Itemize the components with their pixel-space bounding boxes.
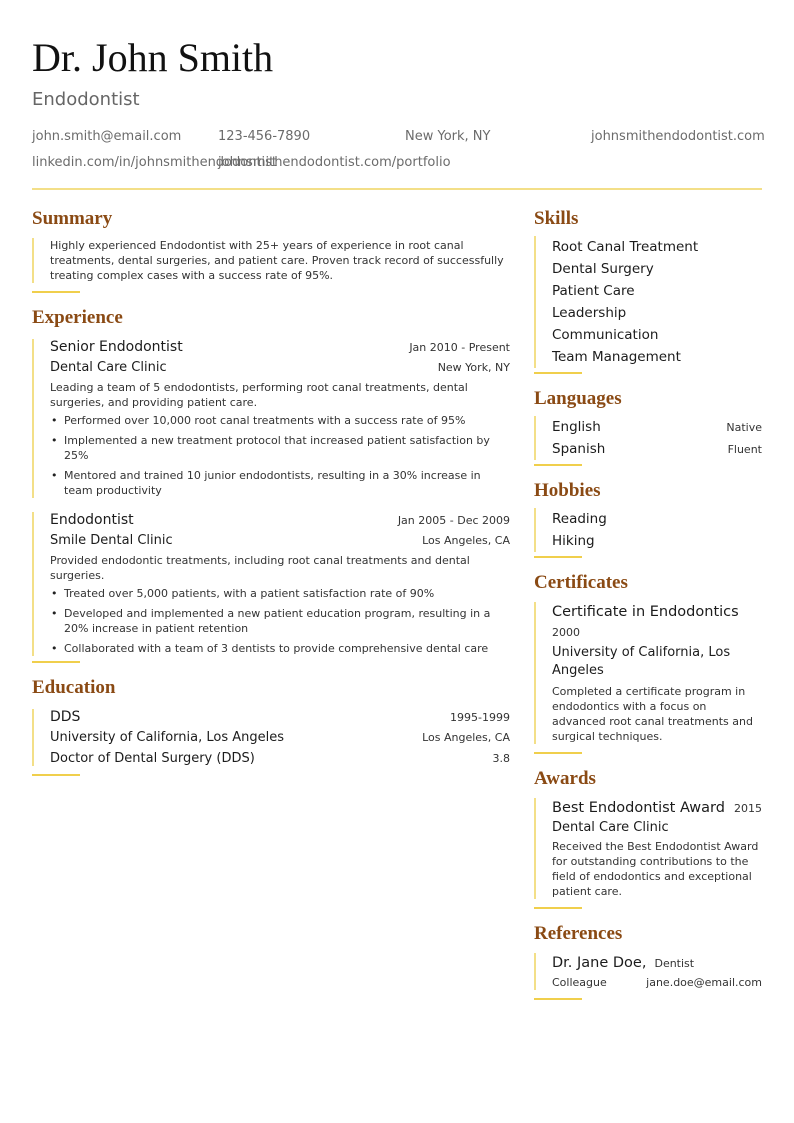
- contact-phone: 123-456-7890: [218, 129, 311, 144]
- achievement-item: • Developed and implemented a new patient education program, resulting in a 20% increase in patient retention: [50, 606, 510, 636]
- summary-section: [32, 206, 510, 293]
- skill-item: Communication: [552, 327, 659, 343]
- certificate-year: 2000: [552, 626, 580, 639]
- experience-heading: Experience: [32, 307, 123, 328]
- languages-section: [534, 386, 762, 466]
- job-entry: [32, 339, 510, 498]
- contact-location: New York, NY: [405, 129, 491, 144]
- achievement-item: • Performed over 10,000 root canal treatments with a success rate of 95%: [50, 413, 510, 428]
- reference-name: Dr. Jane Doe,: [552, 955, 647, 971]
- languages-list: [534, 416, 762, 460]
- language-name: English: [552, 419, 601, 435]
- school-name: University of California, Los Angeles: [50, 730, 285, 745]
- award-year: 2015: [734, 802, 762, 815]
- hobbies-section: [534, 478, 762, 558]
- section-divider: [32, 291, 80, 293]
- reference-email[interactable]: jane.doe@email.com: [646, 976, 762, 989]
- contact-portfolio[interactable]: johnsmithendodontist.com/portfolio: [218, 155, 451, 170]
- section-divider: [534, 464, 582, 466]
- section-divider: [32, 661, 80, 663]
- skills-heading: Skills: [534, 208, 579, 229]
- header-divider: [32, 188, 762, 190]
- education-dates: 1995-1999: [450, 711, 510, 724]
- certificate-block: [534, 602, 762, 744]
- languages-heading: Languages: [534, 388, 622, 409]
- section-divider: [534, 998, 582, 1000]
- job-location: Los Angeles, CA: [422, 534, 510, 547]
- certificate-title: Certificate in Endodontics: [552, 604, 739, 620]
- language-item: [552, 438, 762, 460]
- award-title: Best Endodontist Award: [552, 800, 725, 816]
- job-title: Senior Endodontist: [50, 339, 183, 355]
- references-heading: References: [534, 923, 623, 944]
- hobby-item: Reading: [552, 511, 607, 527]
- section-divider: [534, 907, 582, 909]
- section-divider: [534, 752, 582, 754]
- job-title: Endodontist: [50, 512, 134, 528]
- job-organization: Dental Care Clinic: [50, 360, 167, 375]
- gpa: 3.8: [492, 752, 510, 765]
- certificates-heading: Certificates: [534, 572, 628, 593]
- skills-list: [534, 236, 762, 368]
- language-level: Native: [726, 421, 762, 434]
- section-divider: [534, 556, 582, 558]
- section-divider: [32, 774, 80, 776]
- reference-block: [534, 953, 762, 990]
- awards-heading: Awards: [534, 768, 596, 789]
- education-block: [32, 709, 510, 766]
- contact-linkedin[interactable]: linkedin.com/in/johnsmithendodontist: [32, 155, 278, 170]
- skills-section: [534, 206, 762, 374]
- skill-item: Root Canal Treatment: [552, 239, 699, 255]
- skill-item: Dental Surgery: [552, 261, 654, 277]
- references-section: [534, 921, 762, 1000]
- award-block: [534, 798, 762, 899]
- language-name: Spanish: [552, 441, 606, 457]
- job-dates: Jan 2010 - Present: [409, 341, 510, 354]
- summary-text: Highly experienced Endodontist with 25+ years of experience in root canal treatments, dental surgeries, and patient care. Proven track record of successfully treating complex cases with a success rate of 95%.: [50, 239, 504, 282]
- job-location: New York, NY: [437, 361, 510, 374]
- language-level: Fluent: [727, 443, 762, 456]
- contact-website[interactable]: johnsmithendodontist.com: [591, 129, 765, 144]
- degree: DDS: [50, 709, 81, 725]
- summary-heading: Summary: [32, 208, 113, 229]
- skill-item: Leadership: [552, 305, 627, 321]
- achievement-item: • Treated over 5,000 patients, with a patient satisfaction rate of 90%: [50, 586, 510, 601]
- resume-name: Dr. John Smith: [32, 35, 274, 80]
- job-organization: Smile Dental Clinic: [50, 533, 173, 548]
- achievement-item: • Implemented a new treatment protocol that increased patient satisfaction by 25%: [50, 433, 510, 463]
- awards-section: [534, 766, 762, 909]
- section-divider: [534, 372, 582, 374]
- skill-item: Team Management: [552, 349, 681, 365]
- job-entry: [32, 512, 510, 656]
- resume-title: Endodontist: [32, 89, 140, 110]
- job-description: Leading a team of 5 endodontists, performing root canal treatments, dental surgeries, and providing patient care.: [50, 381, 468, 409]
- job-achievements: [50, 586, 510, 656]
- job-achievements: [50, 413, 510, 498]
- certificate-issuer: University of California, Los Angeles: [552, 645, 731, 678]
- education-heading: Education: [32, 677, 116, 698]
- achievement-item: • Mentored and trained 10 junior endodontists, resulting in a 30% increase in team productivity: [50, 468, 510, 498]
- education-section: [32, 675, 510, 776]
- experience-section: [32, 305, 510, 663]
- achievement-item: • Collaborated with a team of 3 dentists to provide comprehensive dental care: [50, 641, 510, 656]
- contact-email[interactable]: john.smith@email.com: [32, 129, 182, 144]
- hobbies-list: [534, 508, 762, 552]
- school-location: Los Angeles, CA: [422, 731, 510, 744]
- summary-block: [32, 238, 510, 283]
- field-of-study: Doctor of Dental Surgery (DDS): [50, 751, 255, 766]
- reference-role: Dentist: [654, 957, 695, 970]
- hobbies-heading: Hobbies: [534, 480, 601, 501]
- hobby-item: Hiking: [552, 533, 595, 549]
- job-description: Provided endodontic treatments, including root canal treatments and dental surgeries.: [50, 554, 470, 582]
- right-column: [534, 206, 762, 1012]
- job-dates: Jan 2005 - Dec 2009: [397, 514, 510, 527]
- award-issuer: Dental Care Clinic: [552, 820, 669, 835]
- language-item: [552, 416, 762, 438]
- certificate-description: Completed a certificate program in endodontics with a focus on advanced root canal treatments and surgical techniques.: [552, 685, 753, 743]
- award-description: Received the Best Endodontist Award for outstanding contributions to the field of endodontics and exceptional patient care.: [552, 840, 759, 898]
- skill-item: Patient Care: [552, 283, 635, 299]
- left-column: [32, 206, 510, 788]
- reference-relation: Colleague: [552, 976, 607, 989]
- certificates-section: [534, 570, 762, 754]
